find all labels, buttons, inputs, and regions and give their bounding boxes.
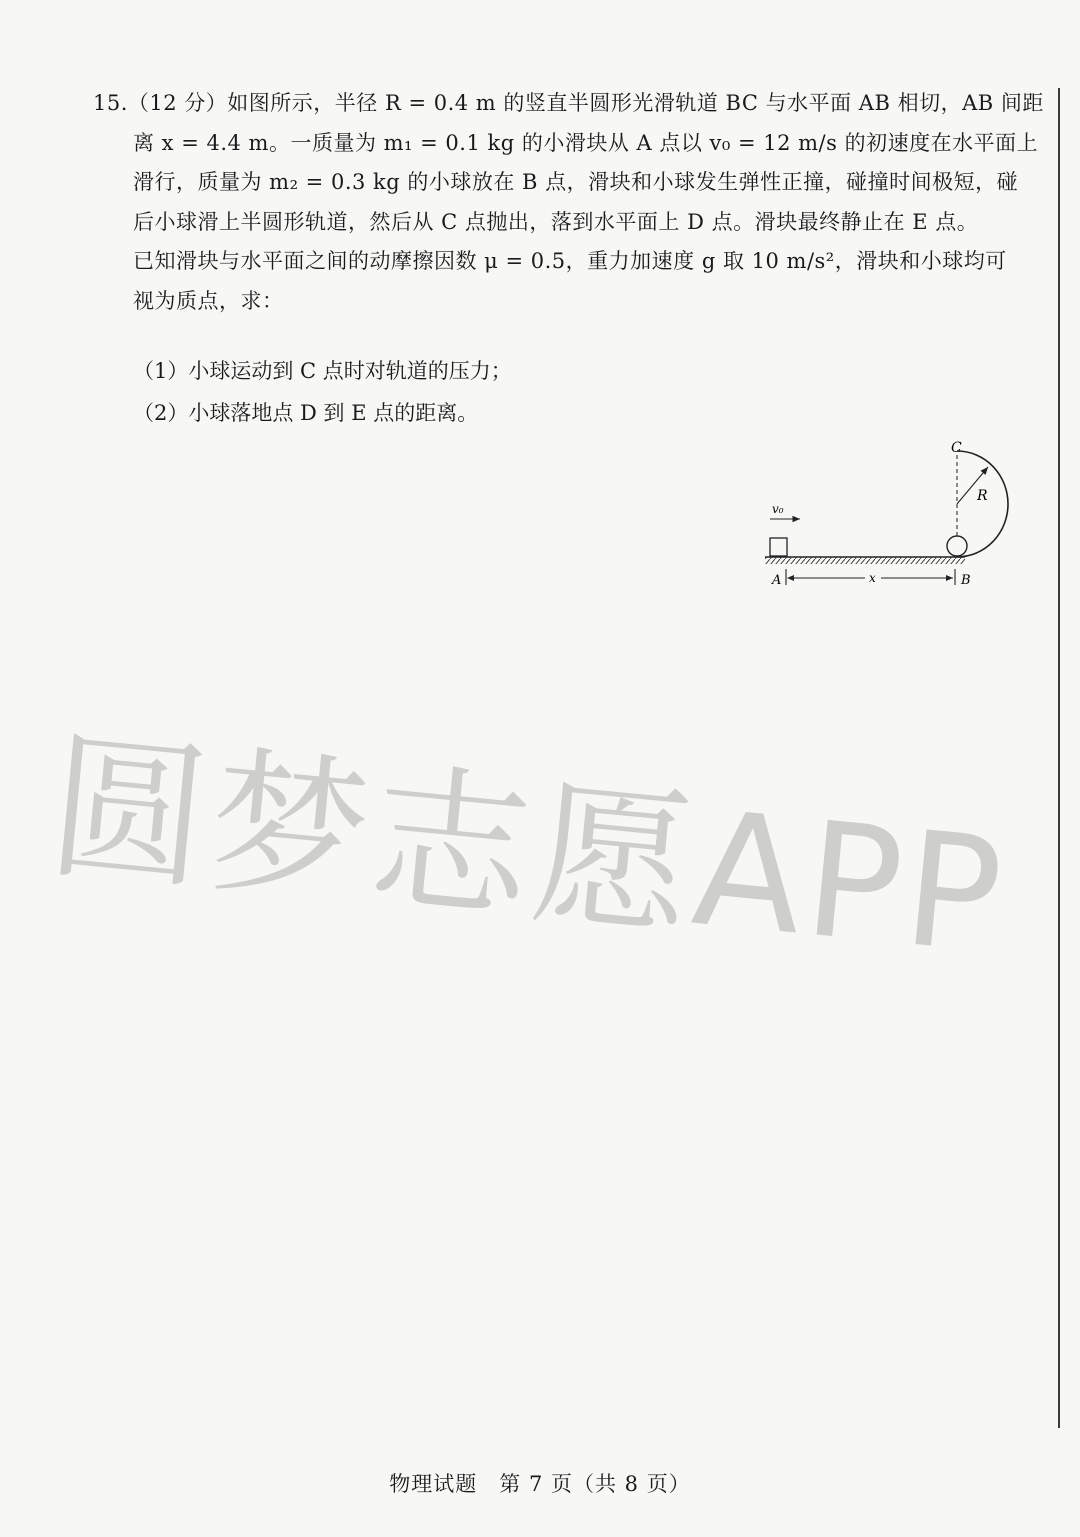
page-footer: 物理试题 第 7 页（共 8 页） [389, 1472, 691, 1496]
sub-question-1: （1）小球运动到 C 点时对轨道的压力； [133, 359, 512, 383]
label-A: A [772, 573, 782, 588]
question-line-3: 滑行，质量为 m₂ = 0.3 kg 的小球放在 B 点，滑块和小球发生弹性正撞，碰撞时间极短，碰 [133, 170, 1019, 194]
sub-question-2: （2）小球落地点 D 到 E 点的距离。 [133, 401, 479, 425]
page-margin-line [1058, 88, 1060, 1428]
ground-hatch [765, 557, 965, 564]
label-B: B [961, 573, 971, 588]
question-line-2: 离 x = 4.4 m。一质量为 m₁ = 0.1 kg 的小滑块从 A 点以 v₀ = 12 m/s 的初速度在水平面上 [133, 130, 1039, 155]
label-v0: v₀ [772, 502, 784, 516]
question-line-6: 视为质点，求： [133, 288, 284, 313]
label-C: C [951, 440, 962, 456]
label-R: R [977, 488, 988, 504]
physics-diagram [755, 433, 1025, 593]
label-x: x [869, 571, 876, 585]
question-line-5: 已知滑块与水平面之间的动摩擦因数 μ = 0.5，重力加速度 g 取 10 m/s²，滑块和小球均可 [133, 249, 1007, 273]
ball-icon [947, 536, 967, 556]
question-line-4: 后小球滑上半圆形轨道，然后从 C 点抛出，落到水平面上 D 点。滑块最终静止在 E 点。 [133, 209, 979, 234]
question-line-1: 15.（12 分）如图所示，半径 R = 0.4 m 的竖直半圆形光滑轨道 BC 与水平面 AB 相切，AB 间距 [93, 91, 1044, 115]
question-15 [93, 84, 1044, 321]
slider-block-icon [770, 538, 787, 556]
watermark: 圆梦志愿APP [41, 714, 1013, 990]
